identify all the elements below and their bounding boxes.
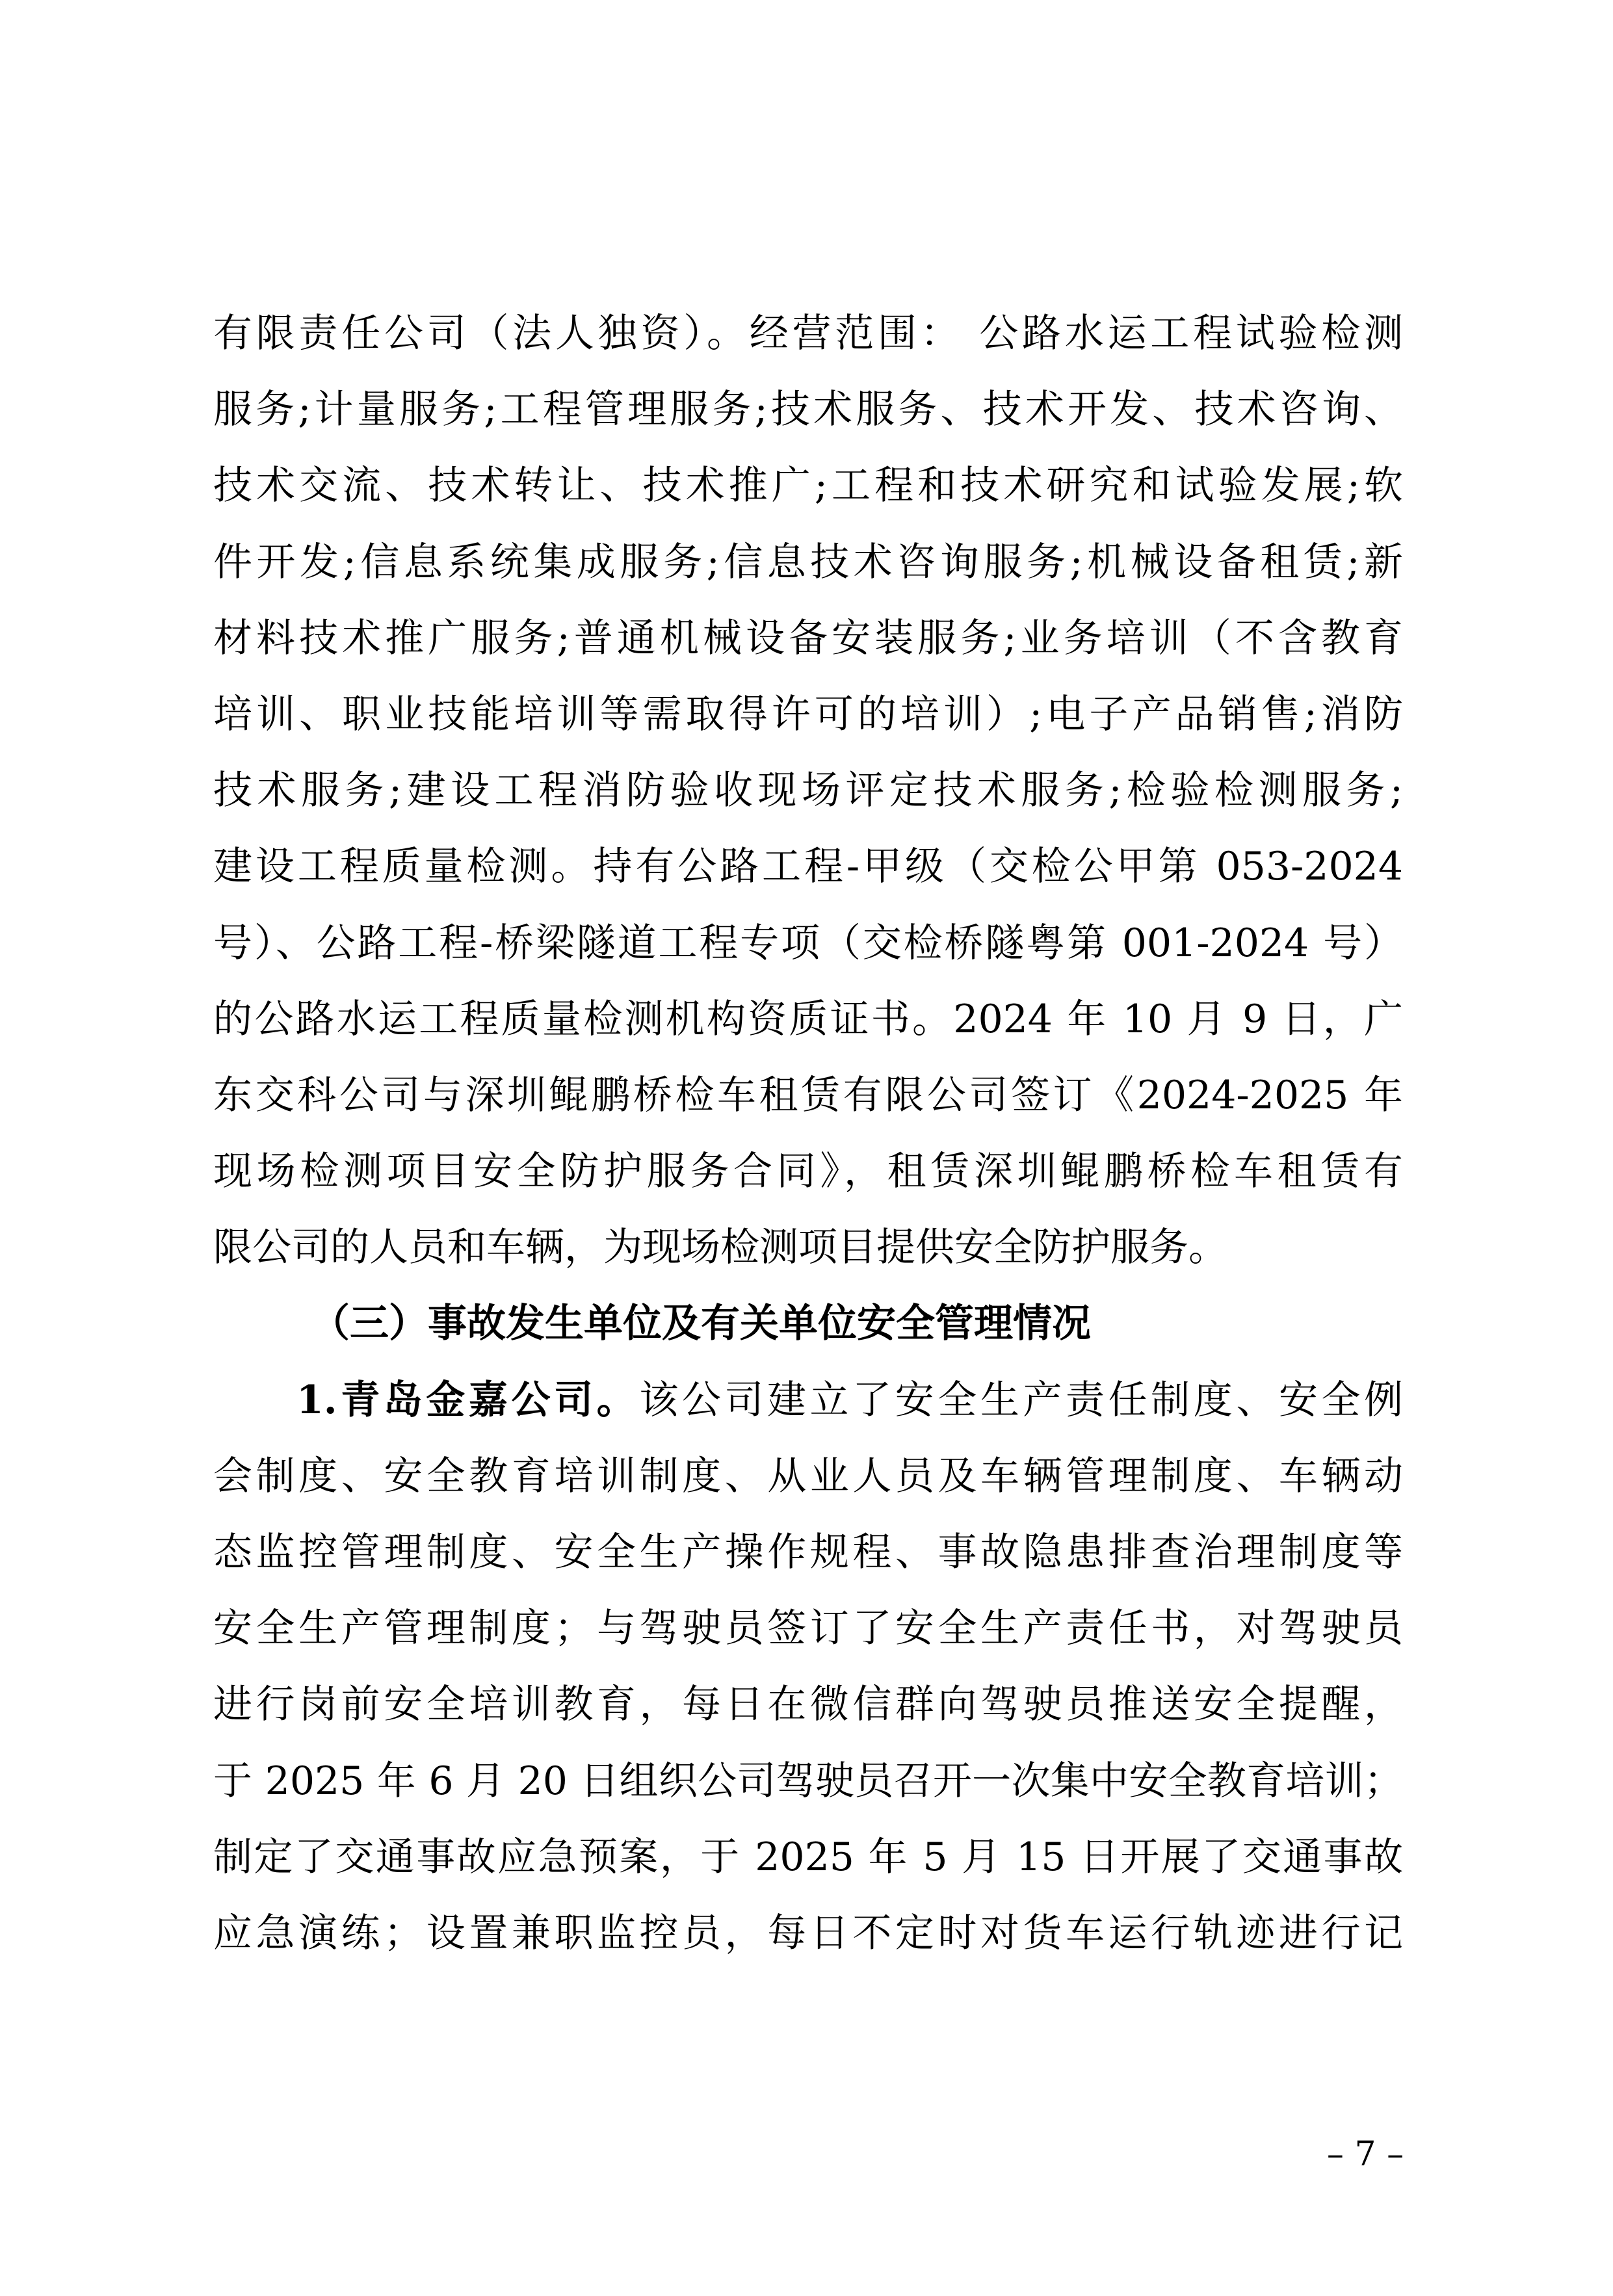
list-item-text-start: 该公司建立了安全生产责任制度、安全例 (639, 1377, 1403, 1423)
section-heading: （三）事故发生单位及有关单位安全管理情况 (311, 1301, 1091, 1347)
body-line: 服务;计量服务;工程管理服务;技术服务、技术开发、技术咨询、 (213, 387, 1403, 433)
body-line: 应急演练；设置兼职监控员，每日不定时对货车运行轨迹进行记 (213, 1910, 1403, 1956)
body-line: 技术交流、技术转让、技术推广;工程和技术研究和试验发展;软 (213, 463, 1403, 509)
body-line: 限公司的人员和车辆，为现场检测项目提供安全防护服务。 (213, 1225, 1227, 1271)
body-line: 进行岗前安全培训教育，每日在微信群向驾驶员推送安全提醒， (213, 1682, 1403, 1728)
body-line: 技术服务;建设工程消防验收现场评定技术服务;检验检测服务; (213, 768, 1403, 814)
body-line: 号）、公路工程-桥梁隧道工程专项（交检桥隧粤第 001-2024 号） (213, 920, 1403, 966)
body-line: 培训、职业技能培训等需取得许可的培训）;电子产品销售;消防 (213, 691, 1403, 737)
body-line: 态监控管理制度、安全生产操作规程、事故隐患排查治理制度等 (213, 1530, 1403, 1575)
body-line: 东交科公司与深圳鲲鹏桥检车租赁有限公司签订《2024-2025 年 (213, 1072, 1403, 1118)
body-line: 件开发;信息系统集成服务;信息技术咨询服务;机械设备租赁;新 (213, 539, 1403, 585)
body-line: 制定了交通事故应急预案，于 2025 年 5 月 15 日开展了交通事故 (213, 1834, 1403, 1880)
body-line: 有限责任公司（法人独资）。经营范围： 公路水运工程试验检测 (213, 311, 1403, 356)
body-line: 安全生产管理制度；与驾驶员签订了安全生产责任书，对驾驶员 (213, 1606, 1403, 1652)
body-line: 的公路水运工程质量检测机构资质证书。2024 年 10 月 9 日，广 (213, 996, 1403, 1042)
body-line: 于 2025 年 6 月 20 日组织公司驾驶员召开一次集中安全教育培训； (213, 1758, 1403, 1804)
body-line: 建设工程质量检测。持有公路工程-甲级（交检公甲第 053-2024 (213, 844, 1403, 890)
body-line: 现场检测项目安全防护服务合同》，租赁深圳鲲鹏桥检车租赁有 (213, 1149, 1403, 1195)
body-line: 会制度、安全教育培训制度、从业人员及车辆管理制度、车辆动 (213, 1453, 1403, 1499)
page-number: – 7 – (1326, 2135, 1404, 2174)
list-item-first-line (213, 1363, 1403, 1439)
list-item-number-title: 1.青岛金嘉公司。 (296, 1377, 640, 1423)
document-body (213, 296, 1403, 1972)
body-line: 材料技术推广服务;普通机械设备安装服务;业务培训（不含教育 (213, 615, 1403, 661)
